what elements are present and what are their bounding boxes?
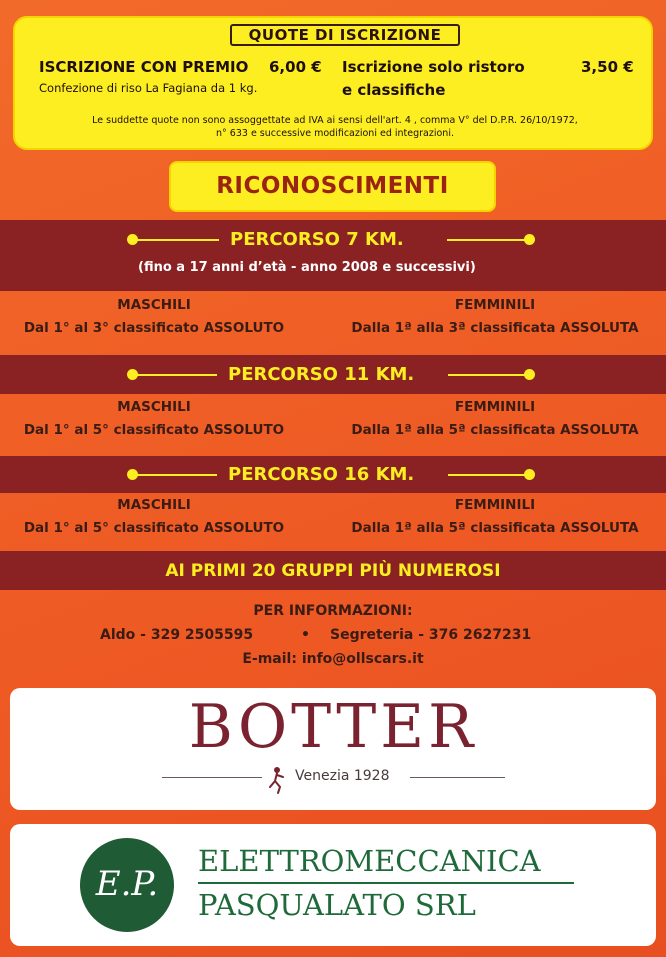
route-1-line-right (447, 239, 529, 241)
botter-rule-left (162, 777, 262, 778)
route-1-male-label: MASCHILI (117, 297, 191, 313)
route-1-line-left (133, 239, 219, 241)
route-3-male-label: MASCHILI (117, 497, 191, 513)
route-1-title: PERCORSO 7 KM. (230, 229, 404, 250)
route-3-dot-right (524, 469, 535, 480)
fee-item-2-name-2: e classifiche (342, 81, 446, 99)
route-2-line-left (133, 374, 217, 376)
info-title: PER INFORMAZIONI: (253, 603, 413, 619)
info-separator: • (301, 627, 310, 643)
route-3-female-text: Dalla 1ª alla 5ª classificata ASSOLUTA (351, 520, 639, 536)
route-1-female-label: FEMMINILI (454, 297, 536, 313)
groups-band (0, 551, 666, 590)
riconoscimenti-heading: RICONOSCIMENTI (171, 163, 494, 210)
route-2-male-label: MASCHILI (117, 399, 191, 415)
route-2-male-text: Dal 1° al 5° classificato ASSOLUTO (23, 422, 285, 438)
ep-company-line-1: ELETTROMECCANICA (198, 844, 541, 878)
route-2-line-right (448, 374, 530, 376)
route-1-band (0, 220, 666, 291)
botter-rule-right (410, 777, 505, 778)
route-1-dot-right (524, 234, 535, 245)
ep-logo: E.P. (80, 838, 174, 932)
ep-sponsor (10, 824, 656, 946)
route-1-female-text: Dalla 1ª alla 3ª classificata ASSOLUTA (351, 320, 639, 336)
fee-item-1-name: ISCRIZIONE CON PREMIO (39, 58, 249, 76)
info-contact-aldo: Aldo - 329 2505595 (100, 627, 254, 643)
route-2-band (0, 355, 666, 394)
ep-divider (198, 882, 574, 884)
fees-note-line-1: Le suddette quote non sono assoggettate ad IVA ai sensi dell'art. 4 , comma V° del D.P.R. 26/10/1972, (92, 115, 578, 126)
ep-company-line-2: PASQUALATO SRL (198, 888, 476, 922)
botter-figure-icon (266, 765, 288, 795)
groups-title: AI PRIMI 20 GRUPPI PIÙ NUMEROSI (165, 561, 501, 581)
route-3-male-text: Dal 1° al 5° classificato ASSOLUTO (23, 520, 285, 536)
route-2-title: PERCORSO 11 KM. (228, 364, 415, 385)
fee-item-1-price: 6,00 € (269, 58, 322, 76)
route-3-line-right (448, 474, 530, 476)
route-2-female-label: FEMMINILI (454, 399, 536, 415)
route-3-female-label: FEMMINILI (454, 497, 536, 513)
botter-sponsor (10, 688, 656, 810)
fees-title: QUOTE DI ISCRIZIONE (230, 24, 460, 46)
fees-note (35, 114, 635, 140)
route-3-band (0, 456, 666, 493)
fee-item-2-name-1: Iscrizione solo ristoro (342, 58, 525, 76)
route-2-female-text: Dalla 1ª alla 5ª classificata ASSOLUTA (351, 422, 639, 438)
botter-logo-name: BOTTER (188, 692, 478, 762)
fees-note-line-2: n° 633 e successive modificazioni ed integrazioni. (216, 128, 454, 139)
route-2-dot-right (524, 369, 535, 380)
botter-tagline: Venezia 1928 (295, 768, 390, 784)
route-1-male-text: Dal 1° al 3° classificato ASSOLUTO (23, 320, 285, 336)
fee-item-2-price: 3,50 € (581, 58, 634, 76)
info-email[interactable]: E-mail: info@ollscars.it (242, 651, 424, 667)
info-contact-segreteria: Segreteria - 376 2627231 (330, 627, 532, 643)
route-1-subtitle: (fino a 17 anni d’età - anno 2008 e successivi) (138, 260, 476, 275)
fees-box (13, 16, 653, 150)
route-3-title: PERCORSO 16 KM. (228, 464, 415, 485)
fee-item-1-sub: Confezione di riso La Fagiana da 1 kg. (39, 81, 258, 95)
route-3-line-left (133, 474, 217, 476)
